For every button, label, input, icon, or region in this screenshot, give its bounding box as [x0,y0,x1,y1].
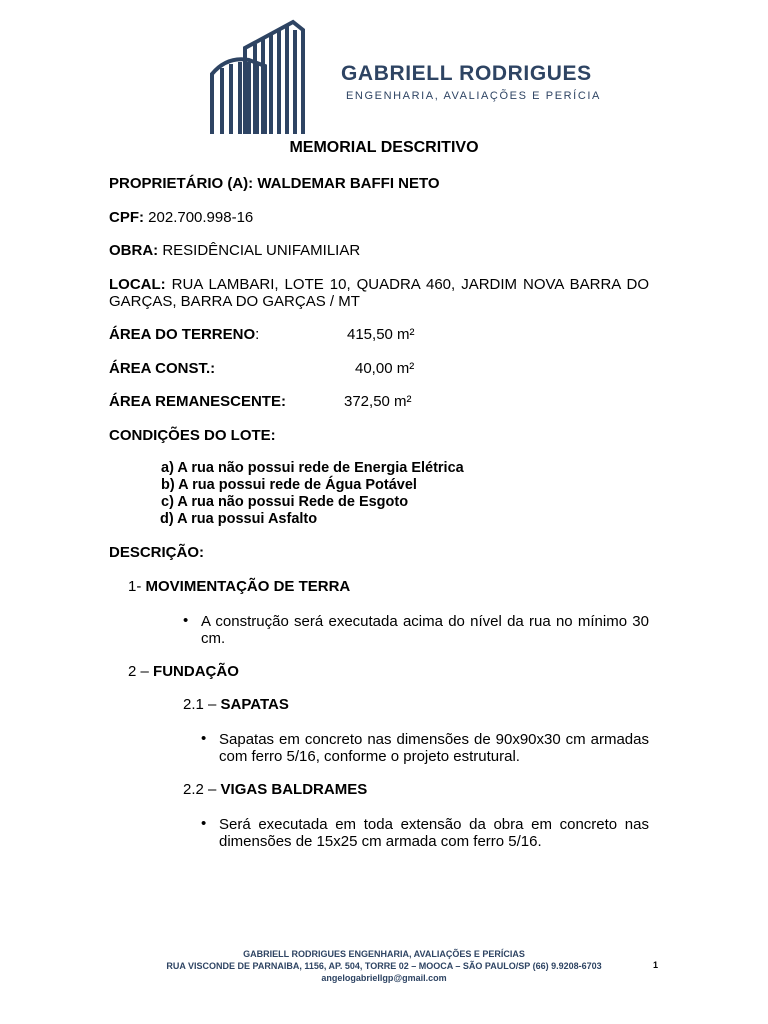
area-remanescente-label: ÁREA REMANESCENTE: [109,393,286,410]
area-remanescente-value: 372,50 m² [344,393,412,410]
area-terreno-colon: : [255,326,260,343]
condition-item-a: a) A rua não possui rede de Energia Elétrica [161,460,464,476]
bullet-icon: • [183,612,189,629]
condition-item-b: b) A rua possui rede de Água Potável [161,477,417,493]
area-terreno-label: ÁREA DO TERRENO [109,326,256,343]
bullet-icon: • [201,730,207,747]
brand-tagline: ENGENHARIA, AVALIAÇÕES E PERÍCIA [346,90,601,102]
cpf-label: CPF: [109,209,144,226]
obra-value: RESIDÊNCIAL UNIFAMILIAR [162,242,361,259]
footer-email: angelogabriellgp@gmail.com [321,973,447,983]
area-const-value: 40,00 m² [355,360,415,377]
section-1-title: MOVIMENTAÇÃO DE TERRA [145,578,351,595]
footer-company: GABRIELL RODRIGUES ENGENHARIA, AVALIAÇÕES E PERÍCIAS [243,949,525,959]
condition-item-d: d) A rua possui Asfalto [160,511,318,527]
cpf-field [109,209,253,226]
area-const-label: ÁREA CONST.: [109,360,216,377]
section-2-title: FUNDAÇÃO [153,663,239,680]
section-2-1-number: 2.1 – [183,696,217,713]
section-2-2-heading [183,781,367,798]
buildings-logo-icon [205,18,335,141]
section-1-number: 1- [128,578,142,595]
footer-address: RUA VISCONDE DE PARNAIBA, 1156, AP. 504, TORRE 02 – MOOCA – SÃO PAULO/SP (66) 9.9208-6703 [166,961,602,971]
local-field [109,276,649,310]
section-2-1-heading [183,696,289,713]
owner-value: WALDEMAR BAFFI NETO [257,175,440,192]
section-2-1-bullet: Sapatas em concreto nas dimensões de 90x90x30 cm armadas com ferro 5/16, conforme o projeto estrutural. [219,731,649,765]
owner-field [109,175,440,192]
section-2-1-title: SAPATAS [220,696,289,713]
obra-field [109,242,360,259]
local-label: LOCAL: [109,276,166,293]
section-1-heading [128,578,350,595]
owner-label: PROPRIETÁRIO (A): [109,175,254,192]
conditions-heading: CONDIÇÕES DO LOTE: [109,427,276,444]
brand-name: GABRIELL RODRIGUES [341,62,592,85]
bullet-icon: • [201,815,207,832]
section-2-2-bullet: Será executada em toda extensão da obra em concreto nas dimensões de 15x25 cm armada com ferro 5/16. [219,816,649,850]
local-value: RUA LAMBARI, LOTE 10, QUADRA 460, JARDIM NOVA BARRA DO GARÇAS, BARRA DO GARÇAS / MT [109,276,649,310]
obra-label: OBRA: [109,242,159,259]
page-number: 1 [653,960,659,970]
section-2-number: 2 – [128,663,149,680]
cpf-value: 202.700.998-16 [148,209,254,226]
section-2-2-title: VIGAS BALDRAMES [220,781,368,798]
section-2-2-number: 2.2 – [183,781,217,798]
description-heading: DESCRIÇÃO: [109,544,205,561]
document-title: MEMORIAL DESCRITIVO [289,139,479,156]
section-1-bullet: A construção será executada acima do nível da rua no mínimo 30 cm. [201,613,649,647]
area-terreno-label-row [109,326,259,343]
section-2-heading [128,663,239,680]
area-terreno-value: 415,50 m² [347,326,415,343]
condition-item-c: c) A rua não possui Rede de Esgoto [161,494,409,510]
